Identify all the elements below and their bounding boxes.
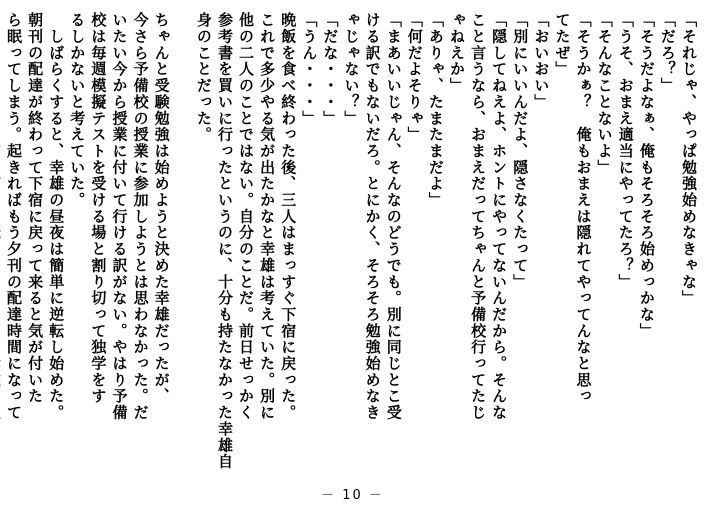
text-line: 「隠してねえよ、ホントにやってないんだから。そんな xyxy=(490,12,509,421)
text-line: 「そんなことないよ」 xyxy=(595,12,614,176)
text-line: 「うん・・・」 xyxy=(300,12,319,127)
text-line: 「別にいいんだよ、隠さなくたって」 xyxy=(511,12,530,290)
text-line xyxy=(0,12,3,474)
text-line: 「まあいいじゃん、そんなのどうでも。別に同じとこ受 xyxy=(384,12,403,421)
text-line: 校は毎週模擬テストを受ける場と割り切って独学をす xyxy=(89,12,108,405)
text-line: 他の二人のことではない。自分のことだ。前日せっかく xyxy=(237,12,256,421)
text-line: 「うそ、おまえ適当にやってたろ？」 xyxy=(616,12,635,290)
blank-line xyxy=(172,12,193,474)
text-line: 参考書を買いに行ったというのに、十分も持たなかった幸雄自 xyxy=(215,12,234,470)
text-line: 今さら予備校の授業に参加しようとは思わなかった。だ xyxy=(131,12,150,421)
text-line: てたぜ」 xyxy=(553,12,572,78)
text-line: 朝刊の配達が終わって下宿に戻って来ると気が付いた xyxy=(26,12,45,405)
text-line: 「おいおい」 xyxy=(532,12,551,111)
text-line: これで多少やる気が出たかなと幸雄は考えていた。別に xyxy=(258,12,277,421)
text-line: しばらくすると、幸雄の昼夜は簡単に逆転し始めた。 xyxy=(47,12,66,421)
text-line: 「だろ？」 xyxy=(658,12,677,94)
text-line: ける訳でもないだろ。とにかく、そろそろ勉強始めなき xyxy=(363,12,382,421)
text-line: 「ありゃ、たまたまだよ」 xyxy=(426,12,445,209)
page-number: － 10 － xyxy=(321,488,384,503)
text-line: 「それじゃ、やっぱ勉強始めなきゃな」 xyxy=(680,12,698,307)
text-line: ゃじゃない？」 xyxy=(342,12,361,127)
text-line: 晩飯を食べ終わった後、三人はまっすぐ下宿に戻った。 xyxy=(279,12,298,421)
vertical-text-body xyxy=(5,12,699,474)
text-line: 「何だよそりゃ」 xyxy=(405,12,424,143)
text-line: ら眠ってしまう。起きればもう夕刊の配達時間になって xyxy=(5,12,23,421)
text-line: 「そうだよなぁ、俺もそろそろ始めっかな」 xyxy=(637,12,656,339)
text-line: ちゃんと受験勉強は始めようと決めた幸雄だったが、 xyxy=(152,12,171,405)
text-line: ゃねえか」 xyxy=(447,12,466,94)
text-line: いたい今から授業に付いて行ける訳がない。やはり予備 xyxy=(110,12,129,421)
text-line: るしかないと考えていた。 xyxy=(68,12,87,209)
text-line: こと言うなら、おまえだってちゃんと予備校行ってたじ xyxy=(469,12,488,421)
text-line: 「だな・・・」 xyxy=(321,12,340,127)
text-line: 身のことだった。 xyxy=(194,12,213,143)
text-line: 「そうかぁ？ 俺もおまえは隠れてやってんなと思っ xyxy=(574,12,593,405)
